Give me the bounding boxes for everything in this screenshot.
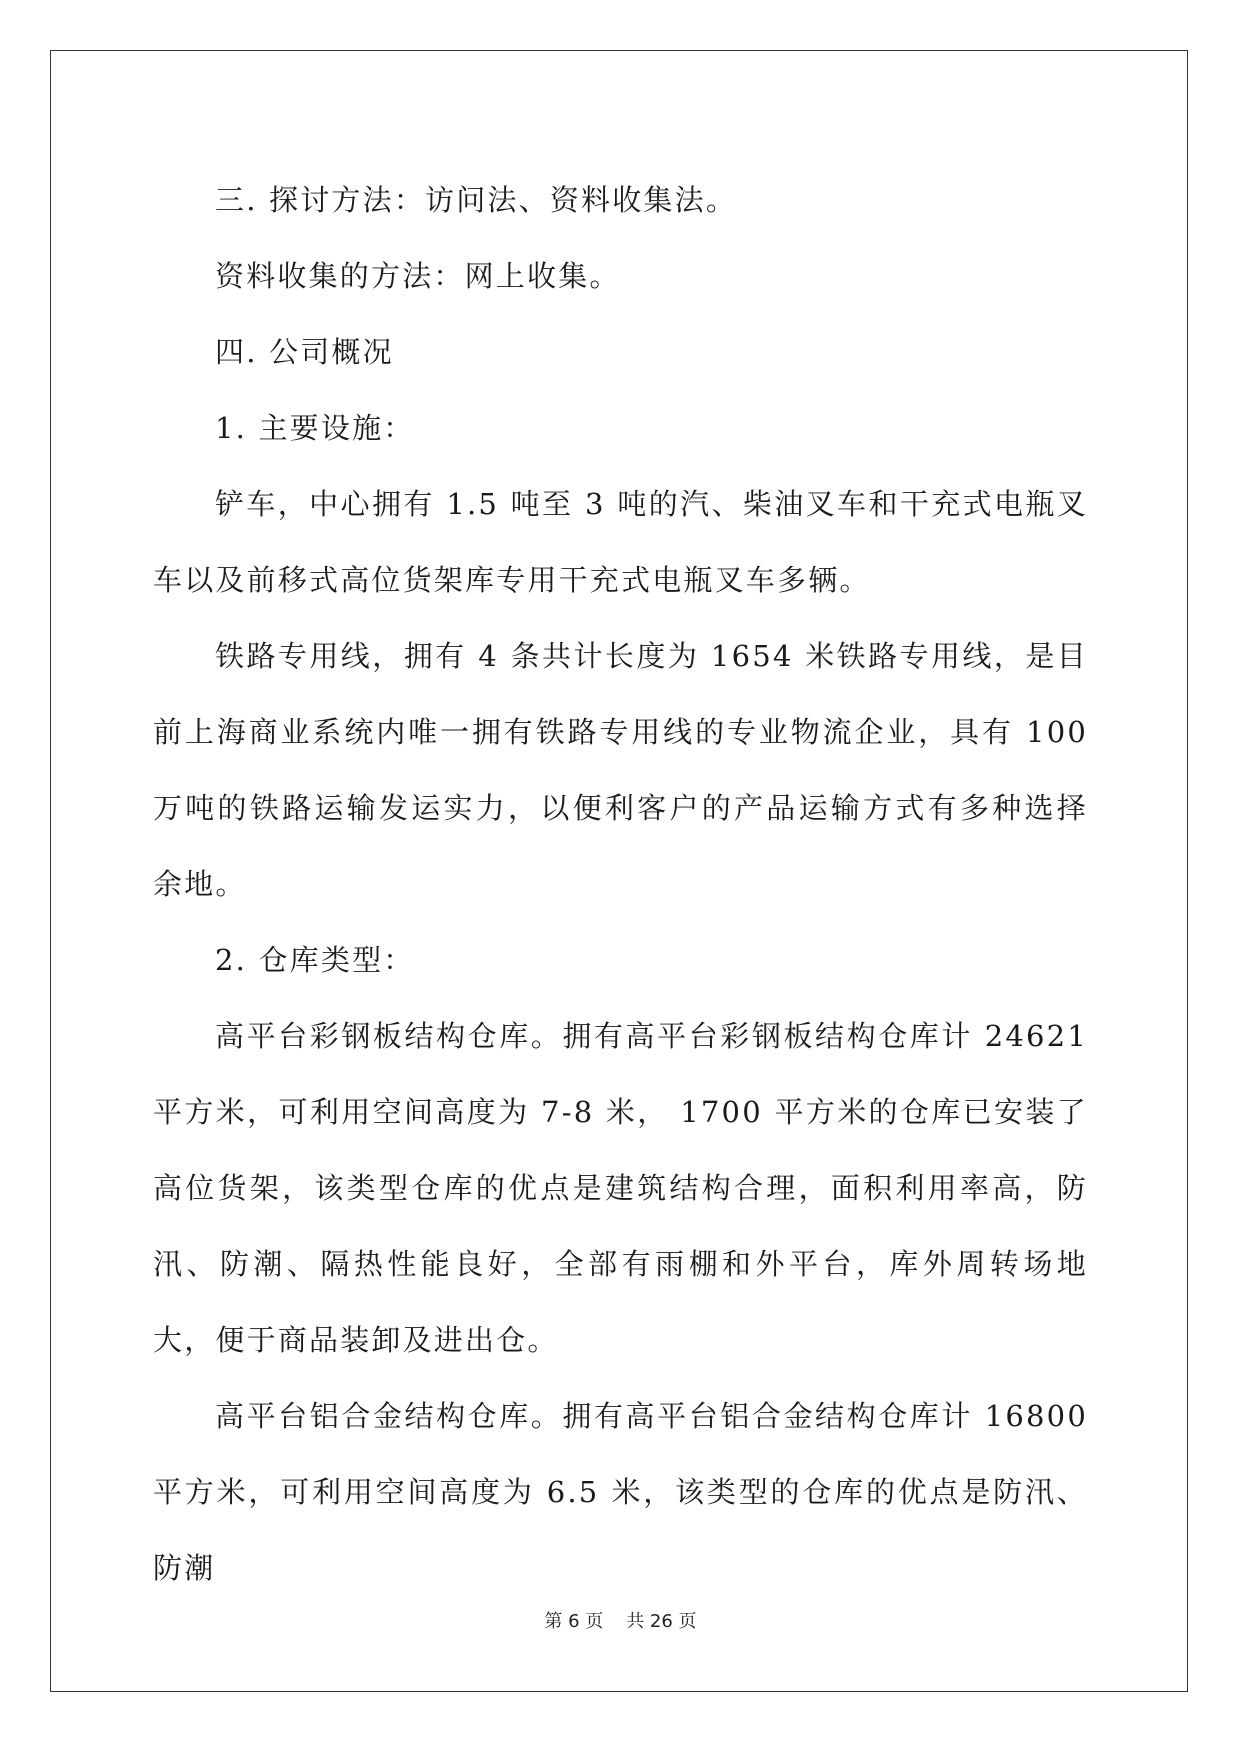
paragraph-data-collection: 资料收集的方法：网上收集。 [215,259,621,293]
heading-warehouse-types: 2. 仓库类型： [215,943,415,977]
paragraph-research-method: 三. 探讨方法：访问法、资料收集法。 [215,183,738,217]
paragraph-forklifts: 铲车，中心拥有 1.5 吨至 3 吨的汽、柴油叉车和干充式电瓶叉车以及前移式高位货架库专用干充式电瓶叉车多辆。 [153,487,1088,597]
page-number: 第 6 页 共 26 页 [544,1611,697,1632]
paragraph-railway: 铁路专用线，拥有 4 条共计长度为 1654 米铁路专用线，是目前上海商业系统内唯一拥有铁路专用线的专业物流企业，具有 100 万吨的铁路运输发运实力，以便利客户的产品运输方式有多种选择余地。 [153,639,1088,901]
paragraph-aluminum-warehouse: 高平台铝合金结构仓库。拥有高平台铝合金结构仓库计 16800 平方米，可利用空间高度为 6.5 米，该类型的仓库的优点是防汛、防潮 [153,1399,1088,1585]
heading-company-overview: 四. 公司概况 [215,335,394,369]
document-body [153,162,1088,1606]
heading-main-facilities: 1. 主要设施： [215,411,415,445]
paragraph-steel-warehouse: 高平台彩钢板结构仓库。拥有高平台彩钢板结构仓库计 24621 平方米，可利用空间高度为 7-8 米， 1700 平方米的仓库已安装了高位货架，该类型仓库的优点是建筑结构合理，面积利用率高，防汛、防潮、隔热性能良好，全部有雨棚和外平台，库外周转场地大，便于商品装卸及进出仓。 [153,1019,1088,1357]
page-footer [0,1607,1241,1633]
